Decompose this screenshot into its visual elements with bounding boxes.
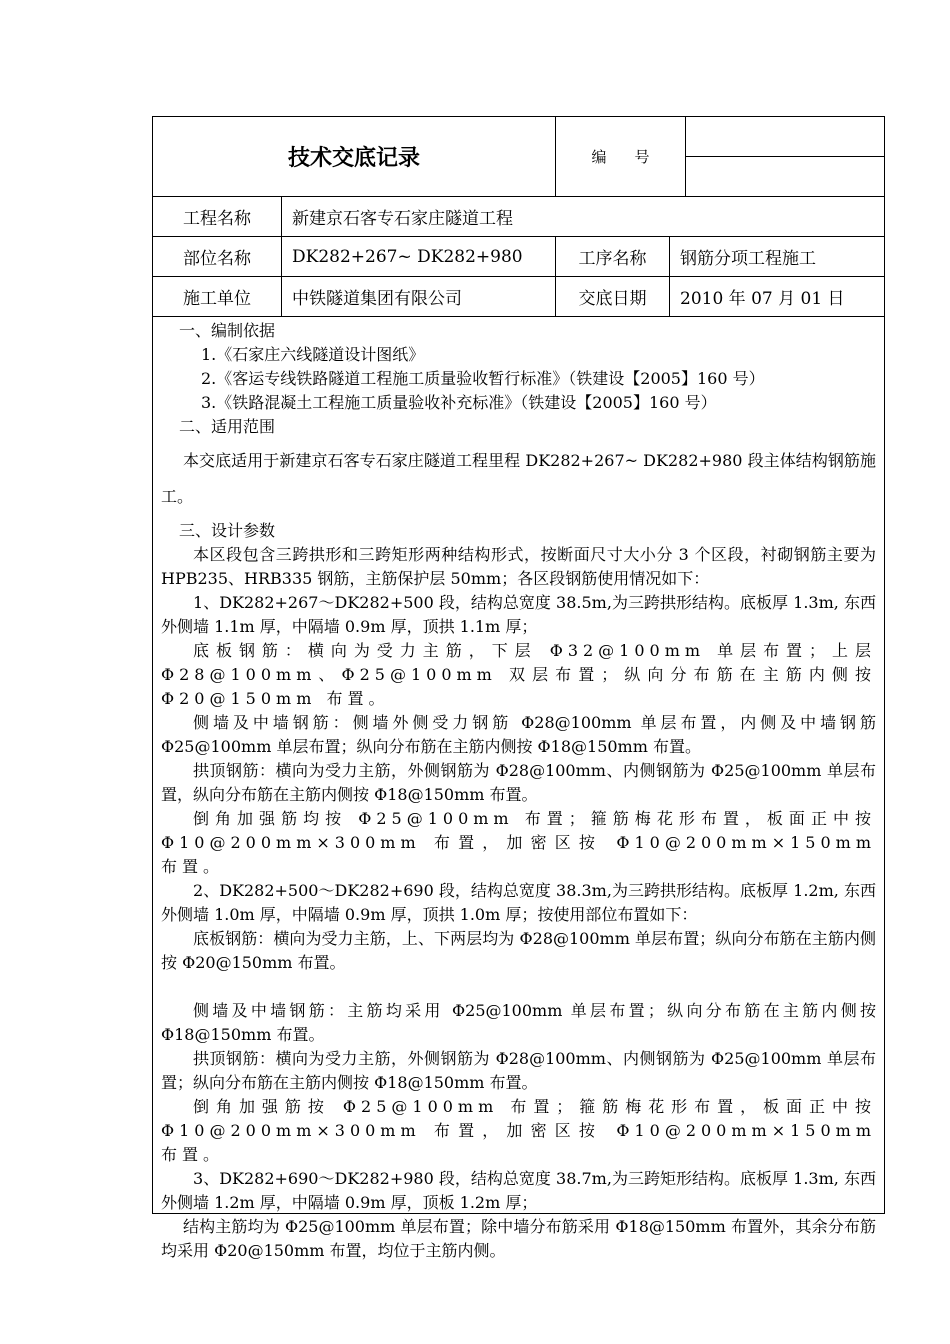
- project-row: [153, 197, 884, 237]
- segment-2-wall-rebar: 侧墙及中墙钢筋：主筋均采用 Φ25@100mm 单层布置；纵向分布筋在主筋内侧按 Φ18@150mm 布置。: [161, 1001, 876, 1044]
- number-value-cell: [685, 117, 884, 196]
- segment-2-arch-rebar: 拱顶钢筋：横向为受力主筋，外侧钢筋为 Φ28@100mm、内侧钢筋为 Φ25@100mm 单层布置；纵向分布筋在主筋内侧按 Φ18@150mm 布置。: [161, 1049, 876, 1092]
- project-label: 工程名称: [183, 209, 251, 229]
- segment-1-arch-rebar: 拱顶钢筋：横向为受力主筋，外侧钢筋为 Φ28@100mm、内侧钢筋为 Φ25@100mm 单层布置，纵向分布筋在主筋内侧按 Φ18@150mm 布置。: [161, 761, 876, 804]
- scope-text: 本交底适用于新建京石客专石家庄隧道工程里程 DK282+267~ DK282+980 段主体结构钢筋施工。: [161, 451, 876, 506]
- segment-1-floor-rebar: 底板钢筋：横向为受力主筋，下层 Φ32@100mm 单层布置；上层 Φ28@100mm、Φ25@100mm 双层布置；纵向分布筋在主筋内侧按 Φ20@150mm 布置。: [161, 641, 876, 708]
- segment-3-summary: 3、DK282+690～DK282+980 段，结构总宽度 38.7m,为三跨矩形结构。底板厚 1.3m, 东西外侧墙 1.2m 厚，中隔墙 0.9m 厚，顶板 1.2m 厚；: [161, 1169, 876, 1212]
- reference-item-1: 1.《石家庄六线隧道设计图纸》: [201, 345, 425, 364]
- part-label: 部位名称: [183, 249, 251, 269]
- tech-disclosure-form: [152, 116, 885, 1260]
- segment-1-chamfer-rebar: 倒角加强筋均按 Φ25@100mm 布置；箍筋梅花形布置，板面正中按 Φ10@200mm×300mm 布置，加密区按 Φ10@200mm×150mm 布置。: [161, 809, 876, 876]
- reference-item-2: 2.《客运专线铁路隧道工程施工质量验收暂行标准》（铁建设【2005】160 号）: [201, 369, 765, 388]
- content-body: [153, 317, 884, 1260]
- process-value: 钢筋分项工程施工: [669, 237, 884, 276]
- process-label: 工序名称: [555, 237, 669, 276]
- segment-2-floor-rebar: 底板钢筋：横向为受力主筋，上、下两层均为 Φ28@100mm 单层布置；纵向分布筋在主筋内侧按 Φ20@150mm 布置。: [161, 929, 876, 972]
- number-label: 编号: [555, 117, 685, 196]
- segment-2-summary: 2、DK282+500～DK282+690 段，结构总宽度 38.3m,为三跨拱形结构。底板厚 1.2m, 东西外侧墙 1.0m 厚，中隔墙 0.9m 厚，顶拱 1.0m 厚；按使用部位布置如下：: [161, 881, 876, 924]
- blank-line: [161, 975, 876, 999]
- reference-item-3: 3.《铁路混凝土工程施工质量验收补充标准》（铁建设【2005】160 号）: [201, 393, 717, 412]
- unit-value: 中铁隧道集团有限公司: [281, 277, 555, 316]
- section-2-title: 二、适用范围: [179, 417, 276, 436]
- date-label: 交底日期: [555, 277, 669, 316]
- segment-1-wall-rebar: 侧墙及中墙钢筋：侧墙外侧受力钢筋 Φ28@100mm 单层布置，内侧及中墙钢筋 Φ25@100mm 单层布置；纵向分布筋在主筋内侧按 Φ18@150mm 布置。: [161, 713, 876, 756]
- section-3-title: 三、设计参数: [179, 521, 276, 540]
- title-row: [153, 117, 884, 197]
- part-value: DK282+267~ DK282+980: [281, 237, 555, 276]
- number-value-2: [686, 156, 884, 196]
- unit-label: 施工单位: [183, 289, 251, 309]
- segment-3-rebar: 结构主筋均为 Φ25@100mm 单层布置；除中墙分布筋采用 Φ18@150mm 布置外，其余分布筋均采用 Φ20@150mm 布置，均位于主筋内侧。: [161, 1217, 876, 1260]
- design-intro: 本区段包含三跨拱形和三跨矩形两种结构形式，按断面尺寸大小分 3 个区段，衬砌钢筋主要为 HPB235、HRB335 钢筋，主筋保护层 50mm；各区段钢筋使用情况如下：: [161, 545, 876, 588]
- segment-2-chamfer-rebar: 倒角加强筋按 Φ25@100mm 布置；箍筋梅花形布置，板面正中按 Φ10@200mm×300mm 布置，加密区按 Φ10@200mm×150mm 布置。: [161, 1097, 876, 1164]
- number-value-1: [686, 117, 884, 156]
- part-row: [153, 237, 884, 277]
- date-value: 2010 年 07 月 01 日: [669, 277, 884, 316]
- unit-row: [153, 277, 884, 317]
- project-value: 新建京石客专石家庄隧道工程: [281, 197, 884, 236]
- segment-1-summary: 1、DK282+267～DK282+500 段，结构总宽度 38.5m,为三跨拱形结构。底板厚 1.3m, 东西外侧墙 1.1m 厚，中隔墙 0.9m 厚，顶拱 1.1m 厚；: [161, 593, 876, 636]
- form-title: 技术交底记录: [287, 146, 420, 171]
- section-1-title: 一、编制依据: [179, 321, 276, 340]
